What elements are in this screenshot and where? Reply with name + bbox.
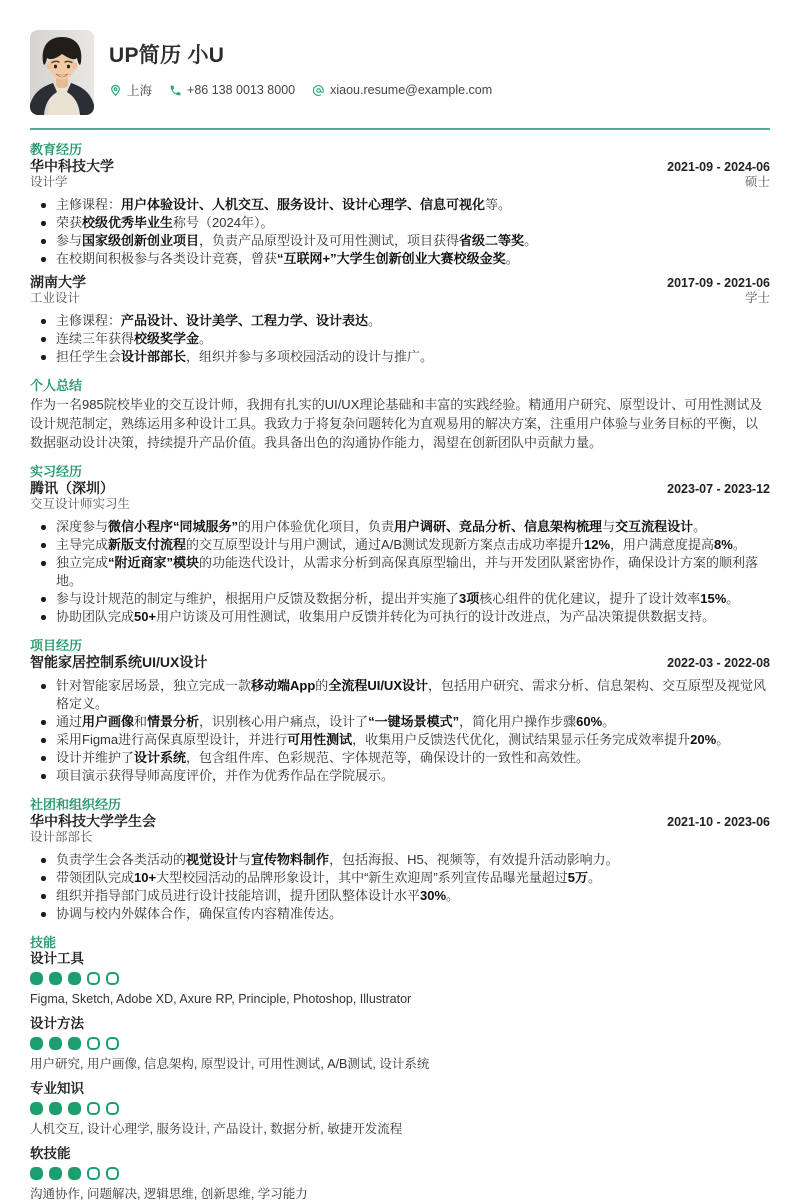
entry-role: 设计部部长: [30, 830, 93, 844]
skill-dot-filled: [68, 1102, 81, 1115]
bullet-item: 采用Figma进行高保真原型设计，并进行可用性测试，收集用户反馈迭代优化，测试结果显示任务完成效率提升20%。: [56, 731, 770, 749]
resume-section: [30, 142, 770, 366]
candidate-name: UP简历 小U: [109, 44, 225, 67]
bullet-list: [30, 518, 770, 626]
bold-text: “一键场景模式”: [368, 714, 460, 729]
section-title: 教育经历: [30, 142, 83, 157]
profile-photo-illustration: [30, 30, 94, 115]
bold-text: “附近商家”模块: [108, 555, 200, 570]
entry-head-row: [30, 159, 770, 174]
skill-group: [30, 1082, 770, 1137]
bold-text: 省级二等奖: [459, 233, 525, 248]
skill-dot-filled: [49, 1167, 62, 1180]
bullet-list: [30, 851, 770, 923]
section-title: 个人总结: [30, 378, 83, 393]
bullet-item: 主修课程：产品设计、设计美学、工程力学、设计表达。: [56, 312, 770, 330]
entry-sub-row: [30, 830, 770, 844]
contact-phone: [169, 83, 295, 97]
bullet-item: 主修课程：用户体验设计、人机交互、服务设计、设计心理学、信息可视化等。: [56, 196, 770, 214]
entry-head-row: [30, 814, 770, 829]
entry-sub-row: [30, 291, 770, 305]
bold-text: 新版支付流程: [108, 537, 187, 552]
resume-entry: [30, 159, 770, 268]
skill-dot-empty: [106, 1102, 119, 1115]
entry-role: 设计学: [30, 175, 68, 189]
bullet-item: 连续三年获得校级奖学金。: [56, 330, 770, 348]
section-title: 社团和组织经历: [30, 797, 122, 812]
profile-photo: [30, 30, 94, 115]
skill-dot-empty: [106, 1167, 119, 1180]
summary-text: 作为一名985院校毕业的交互设计师，我拥有扎实的UI/UX理论基础和丰富的实践经验。精通用户研究、原型设计、可用性测试及设计规范制定，熟练运用多种设计工具。我致力于将复杂问题转化为直观易用的解决方案，注重用户体验与业务目标的平衡，以数据驱动设计决策，持续提升产品价值。我具备出色的沟通协作能力，渴望在创新团队中贡献力量。: [30, 397, 763, 450]
bold-text: 60%: [576, 714, 603, 729]
skill-dot-filled: [30, 1102, 43, 1115]
resume-section: [30, 797, 770, 923]
entry-date: 2017-09 - 2021-06: [667, 276, 770, 290]
skill-items: Figma, Sketch, Adobe XD, Axure RP, Principle, Photoshop, Illustrator: [30, 992, 412, 1006]
at-icon: [312, 84, 325, 97]
skill-dot-filled: [49, 972, 62, 985]
skill-dot-empty: [106, 1037, 119, 1050]
bullet-item: 主导完成新版支付流程的交互原型设计与用户测试，通过A/B测试发现新方案点击成功率提升12%，用户满意度提高8%。: [56, 536, 770, 554]
entry-degree: 硕士: [744, 175, 770, 189]
bold-text: 校级优秀毕业生: [82, 215, 174, 230]
resume-section: [30, 935, 770, 1202]
bullet-item: 针对智能家居场景，独立完成一款移动端App的全流程UI/UX设计，包括用户研究、需求分析、信息架构、交互原型及视觉风格定义。: [56, 677, 770, 713]
entry-head-row: [30, 481, 770, 496]
bold-text: 5万: [567, 870, 588, 885]
entry-role: 工业设计: [30, 291, 81, 305]
bullet-item: 参与设计规范的制定与维护，根据用户反馈及数据分析，提出并实施了3项核心组件的优化建议，提升了设计效率15%。: [56, 590, 770, 608]
bullet-item: 协调与校内外媒体合作，确保宣传内容精准传达。: [56, 905, 770, 923]
skill-group-name: 专业知识: [30, 1081, 84, 1096]
skill-dot-filled: [30, 972, 43, 985]
entry-head-row: [30, 275, 770, 290]
section-title: 项目经历: [30, 638, 83, 653]
entry-organization: 华中科技大学: [30, 158, 114, 174]
skill-dot-empty: [87, 1167, 100, 1180]
skill-dot-filled: [30, 1037, 43, 1050]
bold-text: 3项: [459, 591, 480, 606]
resume-section: [30, 638, 770, 785]
section-title: 技能: [30, 935, 57, 950]
header-main: [109, 30, 492, 99]
bold-text: 移动端App: [251, 678, 316, 693]
bullet-item: 在校期间积极参与各类设计竞赛，曾获“互联网+”大学生创新创业大赛校级金奖。: [56, 250, 770, 268]
entry-date: 2021-10 - 2023-06: [667, 815, 770, 829]
bold-text: 微信小程序“同城服务”: [108, 519, 239, 534]
skill-level: [30, 972, 770, 985]
bullet-item: 独立完成“附近商家”模块的功能迭代设计，从需求分析到高保真原型输出，并与开发团队紧密协作，确保设计方案的顺利落地。: [56, 554, 770, 590]
bold-text: 用户调研、竞品分析、信息架构梳理: [394, 519, 603, 534]
bold-text: 15%: [700, 591, 727, 606]
bold-text: 50+: [134, 609, 157, 624]
bullet-item: 深度参与微信小程序“同城服务”的用户体验优化项目，负责用户调研、竞品分析、信息架构梳理与交互流程设计。: [56, 518, 770, 536]
skill-dot-filled: [68, 1037, 81, 1050]
bold-text: 设计系统: [134, 750, 187, 765]
skill-group-name: 设计工具: [30, 951, 84, 966]
resume-entry: [30, 481, 770, 626]
location-text: 上海: [127, 84, 153, 98]
bold-text: 宣传物料制作: [251, 852, 330, 867]
resume-header: [30, 30, 770, 115]
skill-group-name: 软技能: [30, 1146, 71, 1161]
contact-row: [109, 81, 492, 99]
contact-location: [109, 81, 152, 99]
bullet-item: 带领团队完成10+大型校园活动的品牌形象设计，其中“新生欢迎周”系列宣传品曝光量超过5万。: [56, 869, 770, 887]
resume-section: [30, 378, 770, 452]
skill-dot-filled: [68, 1167, 81, 1180]
bold-text: 20%: [690, 732, 717, 747]
resume-entry: [30, 275, 770, 366]
skill-dot-empty: [106, 972, 119, 985]
bullet-item: 荣获校级优秀毕业生称号（2024年）。: [56, 214, 770, 232]
bold-text: 用户画像: [82, 714, 135, 729]
entry-date: 2022-03 - 2022-08: [667, 656, 770, 670]
resume-body: [30, 142, 770, 1202]
skill-dot-empty: [87, 972, 100, 985]
bullet-item: 担任学生会设计部部长，组织并参与多项校园活动的设计与推广。: [56, 348, 770, 366]
bold-text: 视觉设计: [186, 852, 239, 867]
bullet-list: [30, 312, 770, 366]
entry-organization: 智能家居控制系统UI/UX设计: [30, 654, 208, 670]
bold-text: 10+: [134, 870, 157, 885]
bold-text: 用户体验设计、人机交互、服务设计、设计心理学、信息可视化: [121, 197, 486, 212]
header-divider: [30, 128, 770, 130]
phone-text: +86 138 0013 8000: [187, 83, 296, 97]
skill-items: 人机交互, 设计心理学, 服务设计, 产品设计, 数据分析, 敏捷开发流程: [30, 1122, 403, 1136]
skill-group: [30, 1147, 770, 1202]
resume-section: [30, 464, 770, 626]
bullet-item: 参与国家级创新创业项目，负责产品原型设计及可用性测试，项目获得省级二等奖。: [56, 232, 770, 250]
skill-dot-empty: [87, 1102, 100, 1115]
bold-text: 产品设计、设计美学、工程力学、设计表达: [121, 313, 369, 328]
skill-group-name: 设计方法: [30, 1016, 84, 1031]
contact-email: [312, 83, 492, 97]
phone-icon: [169, 84, 182, 97]
bullet-item: 通过用户画像和情景分析，识别核心用户痛点，设计了“一键场景模式”，简化用户操作步骤60%。: [56, 713, 770, 731]
entry-organization: 华中科技大学学生会: [30, 813, 156, 829]
skill-dot-empty: [87, 1037, 100, 1050]
skill-dot-filled: [30, 1167, 43, 1180]
bullet-item: 项目演示获得导师高度评价，并作为优秀作品在学院展示。: [56, 767, 770, 785]
entry-organization: 腾讯（深圳）: [30, 480, 114, 496]
entry-role: 交互设计师实习生: [30, 497, 131, 511]
bold-text: 交互流程设计: [615, 519, 694, 534]
resume-entry: [30, 814, 770, 923]
section-title: 实习经历: [30, 464, 83, 479]
bold-text: 设计部部长: [121, 349, 187, 364]
email-text: xiaou.resume@example.com: [330, 83, 493, 97]
entry-sub-row: [30, 175, 770, 189]
bold-text: 12%: [584, 537, 611, 552]
bold-text: 30%: [420, 888, 447, 903]
skill-group: [30, 1017, 770, 1072]
bold-text: “互联网+”大学生创新创业大赛校级金奖: [277, 251, 506, 266]
entry-date: 2023-07 - 2023-12: [667, 482, 770, 496]
bold-text: 情景分析: [147, 714, 200, 729]
bullet-item: 协助团队完成50+用户访谈及可用性测试，收集用户反馈并转化为可执行的设计改进点，为产品决策提供数据支持。: [56, 608, 770, 626]
bullet-list: [30, 677, 770, 785]
skill-group: [30, 952, 770, 1007]
skill-dot-filled: [49, 1102, 62, 1115]
entry-organization: 湖南大学: [30, 274, 86, 290]
skill-dot-filled: [68, 972, 81, 985]
bold-text: 校级奖学金: [134, 331, 200, 346]
skill-level: [30, 1167, 770, 1180]
entry-sub-row: [30, 497, 770, 511]
entry-degree: 学士: [744, 291, 770, 305]
bold-text: 8%: [714, 537, 733, 552]
location-pin-icon: [109, 84, 122, 97]
skill-items: 用户研究, 用户画像, 信息架构, 原型设计, 可用性测试, A/B测试, 设计系统: [30, 1057, 430, 1071]
bold-text: 可用性测试: [287, 732, 353, 747]
bullet-item: 负责学生会各类活动的视觉设计与宣传物料制作，包括海报、H5、视频等，有效提升活动影响力。: [56, 851, 770, 869]
entry-date: 2021-09 - 2024-06: [667, 160, 770, 174]
skill-items: 沟通协作, 问题解决, 逻辑思维, 创新思维, 学习能力: [30, 1187, 308, 1201]
entry-head-row: [30, 655, 770, 670]
bullet-item: 组织并指导部门成员进行设计技能培训，提升团队整体设计水平30%。: [56, 887, 770, 905]
bullet-item: 设计并维护了设计系统，包含组件库、色彩规范、字体规范等，确保设计的一致性和高效性。: [56, 749, 770, 767]
skill-dot-filled: [49, 1037, 62, 1050]
bold-text: 全流程UI/UX设计: [328, 678, 428, 693]
skill-level: [30, 1102, 770, 1115]
skill-level: [30, 1037, 770, 1050]
bold-text: 国家级创新创业项目: [82, 233, 200, 248]
resume-entry: [30, 655, 770, 785]
bullet-list: [30, 196, 770, 268]
